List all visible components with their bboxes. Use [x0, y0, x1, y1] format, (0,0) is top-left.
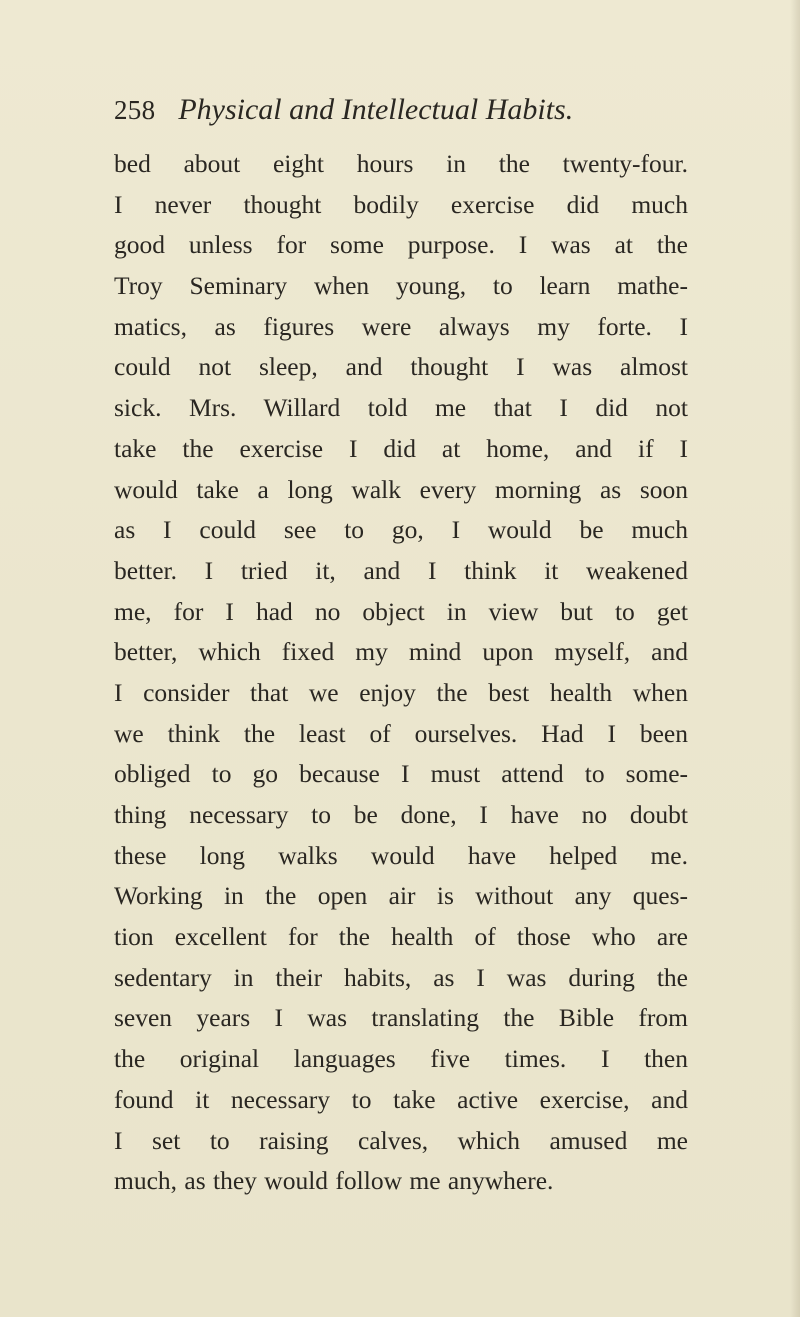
text-line: tion excellent for the health of those who are	[114, 922, 688, 952]
text-line: could not sleep, and thought I was almost	[114, 352, 688, 382]
page-header	[114, 92, 714, 128]
text-line: take the exercise I did at home, and if I	[114, 433, 688, 463]
text-line: would take a long walk every morning as soon	[114, 474, 688, 504]
text-line: obliged to go because I must attend to some-	[114, 759, 688, 789]
text-line: sick. Mrs. Willard told me that I did not	[114, 393, 688, 423]
text-line: I set to raising calves, which amused me	[114, 1125, 688, 1155]
text-line: I never thought bodily exercise did much	[114, 189, 688, 219]
text-line: Working in the open air is without any ques-	[114, 881, 688, 911]
running-title: Physical and Intellectual Habits.	[178, 93, 574, 126]
page-edge-shadow	[790, 0, 800, 1317]
text-line: we think the least of ourselves. Had I been	[114, 718, 688, 748]
text-line: as I could see to go, I would be much	[114, 515, 688, 545]
text-line: seven years I was translating the Bible from	[114, 1003, 688, 1033]
text-line: bed about eight hours in the twenty-four.	[114, 149, 688, 178]
body-text	[114, 144, 688, 1202]
text-line: found it necessary to take active exercise, and	[114, 1084, 688, 1114]
text-line: Troy Seminary when young, to learn mathe-	[114, 271, 688, 301]
text-line: the original languages five times. I then	[114, 1044, 688, 1074]
text-line: I consider that we enjoy the best health when	[114, 677, 688, 707]
text-line: thing necessary to be done, I have no doubt	[114, 800, 688, 829]
text-line: better, which fixed my mind upon myself, and	[114, 637, 688, 667]
text-line: better. I tried it, and I think it weakened	[114, 555, 688, 585]
text-line: me, for I had no object in view but to get	[114, 596, 688, 626]
text-line: sedentary in their habits, as I was during the	[114, 962, 688, 992]
page-number: 258	[114, 95, 156, 125]
text-line: much, as they would follow me anywhere.	[114, 1166, 554, 1196]
text-line: good unless for some purpose. I was at the	[114, 230, 688, 260]
text-line: these long walks would have helped me.	[114, 840, 688, 870]
text-line: matics, as figures were always my forte. I	[114, 311, 688, 341]
